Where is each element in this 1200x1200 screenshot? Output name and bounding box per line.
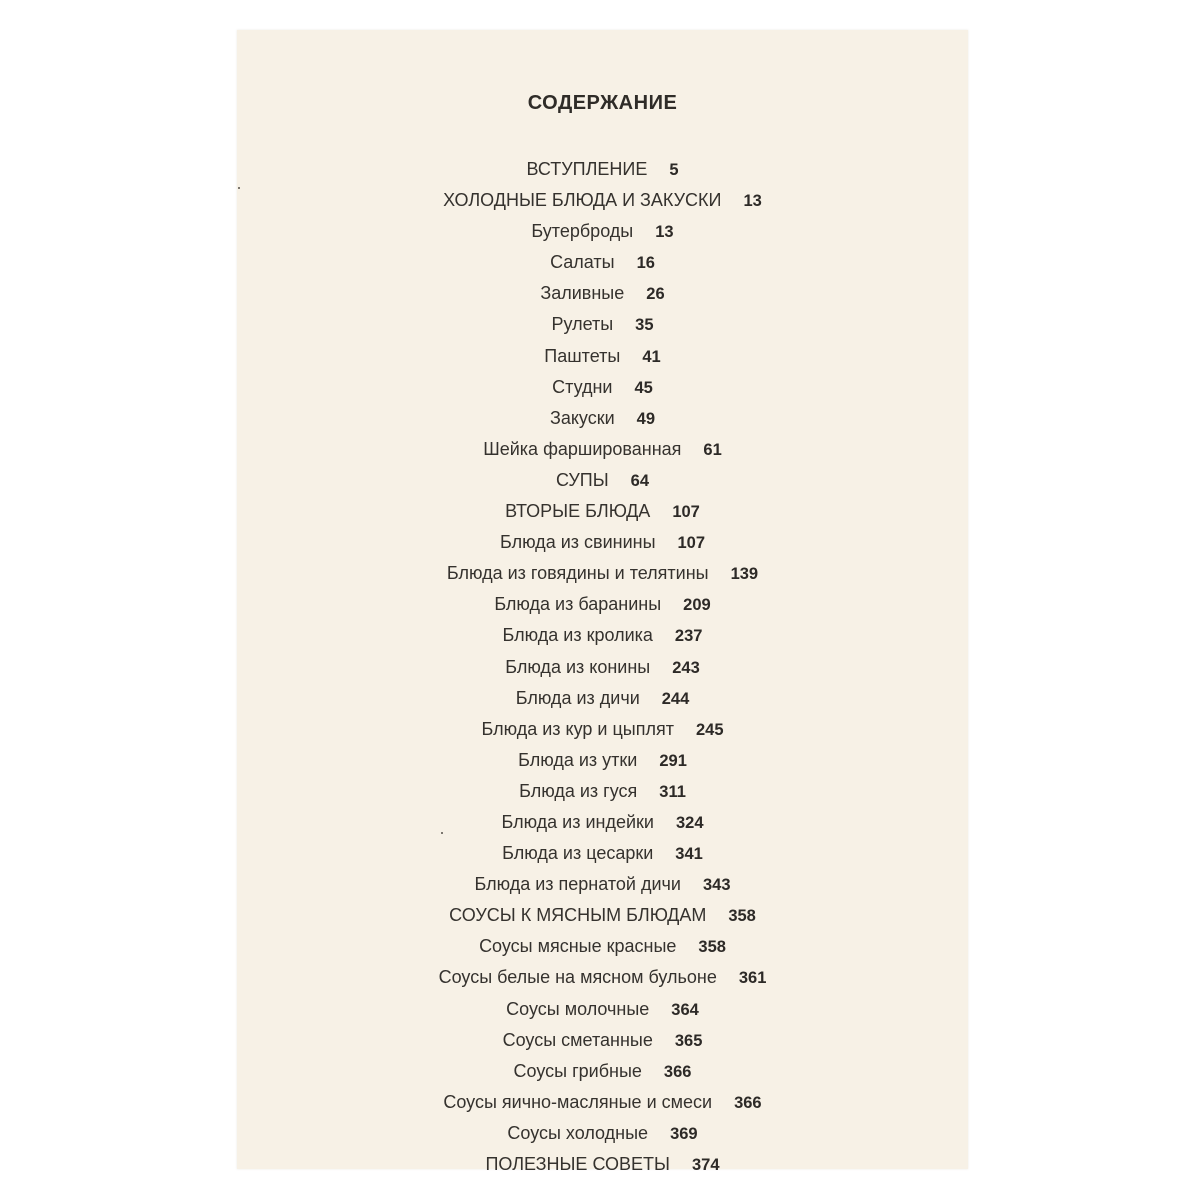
toc-entry-page-number: 13: [655, 223, 674, 242]
toc-entry: [237, 154, 968, 185]
toc-entry: [237, 745, 968, 776]
toc-entry-label: Рулеты: [551, 314, 614, 335]
toc-entry-page-number: 369: [670, 1124, 698, 1143]
toc-entry-label: Соусы мясные красные: [479, 936, 677, 957]
toc-entry: [237, 931, 968, 962]
toc-entry-page-number: 311: [659, 782, 686, 801]
toc-entry: [237, 434, 968, 465]
toc-entry: [237, 807, 968, 838]
toc-entry: [237, 403, 968, 434]
toc-entry-page-number: 358: [728, 907, 756, 926]
toc-entry: [237, 838, 968, 869]
toc-entry-page-number: 237: [674, 627, 703, 646]
toc-entry-page-number: 341: [675, 845, 703, 864]
toc-entry-label: Соусы белые на мясном бульоне: [438, 967, 717, 988]
toc-entry-label: Блюда из баранины: [494, 594, 662, 615]
toc-entry: [237, 309, 968, 340]
toc-entry-page-number: 41: [642, 347, 661, 366]
toc-entry-page-number: 245: [695, 720, 724, 739]
toc-entry-page-number: 343: [702, 876, 731, 895]
toc-entry: [237, 994, 968, 1025]
toc-entry-label: ХОЛОДНЫЕ БЛЮДА И ЗАКУСКИ: [443, 190, 722, 211]
toc-entry-label: Шейка фаршированная: [483, 438, 682, 459]
toc-entry-label: Соусы грибные: [513, 1060, 642, 1081]
toc-entry-label: ВТОРЫЕ БЛЮДА: [505, 501, 651, 522]
toc-entry-label: СУПЫ: [555, 469, 609, 490]
toc-entry: [237, 900, 968, 931]
toc-entry-label: Блюда из свинины: [499, 532, 656, 553]
toc-entry: [237, 496, 968, 527]
toc-entry: [237, 185, 968, 216]
toc-entry-page-number: 13: [743, 192, 762, 211]
toc-entry-page-number: 358: [698, 938, 726, 957]
toc-entry-page-number: 26: [646, 285, 665, 304]
toc-entry-page-number: 45: [634, 378, 653, 397]
toc-entry: [237, 776, 968, 807]
toc-entry-page-number: 61: [703, 440, 722, 459]
toc-entry-label: Паштеты: [544, 345, 621, 366]
toc-entry-label: ПОЛЕЗНЫЕ СОВЕТЫ: [485, 1154, 670, 1174]
toc-entry: [237, 1149, 968, 1180]
toc-entry: [237, 652, 968, 683]
toc-entry-page-number: 244: [661, 689, 690, 708]
toc-entry-page-number: 291: [659, 751, 687, 770]
toc-entry: [237, 1025, 968, 1056]
toc-entry: [237, 962, 968, 993]
toc-entry-page-number: 324: [676, 813, 704, 832]
toc-entry-page-number: 5: [669, 161, 679, 179]
toc-entry-label: ВСТУПЛЕНИЕ: [526, 159, 648, 179]
toc-entry-label: Студни: [552, 376, 613, 397]
toc-entry-page-number: 107: [672, 503, 700, 522]
toc-entry: [237, 1118, 968, 1149]
toc-entry-page-number: 374: [692, 1156, 720, 1174]
paper-speck: [441, 832, 443, 834]
toc-entry-label: Соусы молочные: [506, 998, 650, 1019]
book-page: [237, 30, 968, 1174]
toc-entry-label: Блюда из утки: [518, 749, 638, 770]
toc-entry: [237, 1056, 968, 1087]
toc-entry-page-number: 139: [730, 565, 759, 584]
toc-entry: [237, 372, 968, 403]
toc-entry-label: Соусы холодные: [507, 1122, 649, 1143]
toc-entry-page-number: 64: [630, 471, 650, 490]
toc-entry-label: Блюда из кролика: [502, 625, 653, 646]
toc-entry-label: СОУСЫ К МЯСНЫМ БЛЮДАМ: [449, 905, 707, 926]
toc-entry-page-number: 366: [734, 1093, 762, 1112]
toc-entry-label: Блюда из говядины и телятины: [446, 563, 709, 584]
paper-speck: [238, 187, 240, 189]
toc-entry-label: Блюда из цесарки: [502, 843, 654, 864]
toc-entry: [237, 527, 968, 558]
toc-entry-page-number: 49: [636, 409, 656, 428]
toc-entry: [237, 589, 968, 620]
toc-entry-page-number: 365: [674, 1031, 703, 1050]
toc-title: СОДЕРЖАНИЕ: [527, 92, 678, 114]
toc-entry-label: Блюда из гуся: [519, 780, 638, 801]
toc-entry: [237, 1087, 968, 1118]
toc-entry: [237, 341, 968, 372]
toc-entry-page-number: 16: [636, 254, 655, 273]
toc-entry-label: Блюда из конины: [505, 656, 651, 677]
toc-entry-label: Заливные: [540, 283, 625, 304]
toc-entry-page-number: 361: [738, 969, 767, 988]
toc-entry-label: Закуски: [549, 407, 615, 428]
toc-entry-label: Соусы яично-масляные и смеси: [443, 1091, 713, 1112]
toc-entry: [237, 247, 968, 278]
toc-entry: [237, 714, 968, 745]
toc-entry: [237, 620, 968, 651]
toc-entry-label: Блюда из кур и цыплят: [481, 718, 674, 739]
toc-entry-label: Соусы сметанные: [502, 1029, 653, 1050]
toc-list: [237, 154, 968, 1180]
toc-entry-label: Блюда из дичи: [515, 687, 640, 708]
toc-entry-label: Салаты: [550, 252, 615, 273]
toc-entry-label: Бутерброды: [531, 221, 634, 242]
toc-entry-page-number: 364: [671, 1000, 699, 1019]
toc-entry: [237, 278, 968, 309]
toc-entry: [237, 558, 968, 589]
toc-entry-page-number: 209: [683, 596, 711, 615]
toc-entry-page-number: 243: [672, 658, 700, 677]
toc-entry-label: Блюда из индейки: [501, 811, 654, 832]
toc-entry-page-number: 366: [663, 1062, 692, 1081]
toc-entry: [237, 216, 968, 247]
toc-entry: [237, 869, 968, 900]
toc-entry: [237, 683, 968, 714]
toc-entry: [237, 465, 968, 496]
toc-entry-label: Блюда из пернатой дичи: [474, 874, 681, 895]
toc-entry-page-number: 35: [635, 316, 654, 335]
toc-entry-page-number: 107: [677, 534, 706, 553]
